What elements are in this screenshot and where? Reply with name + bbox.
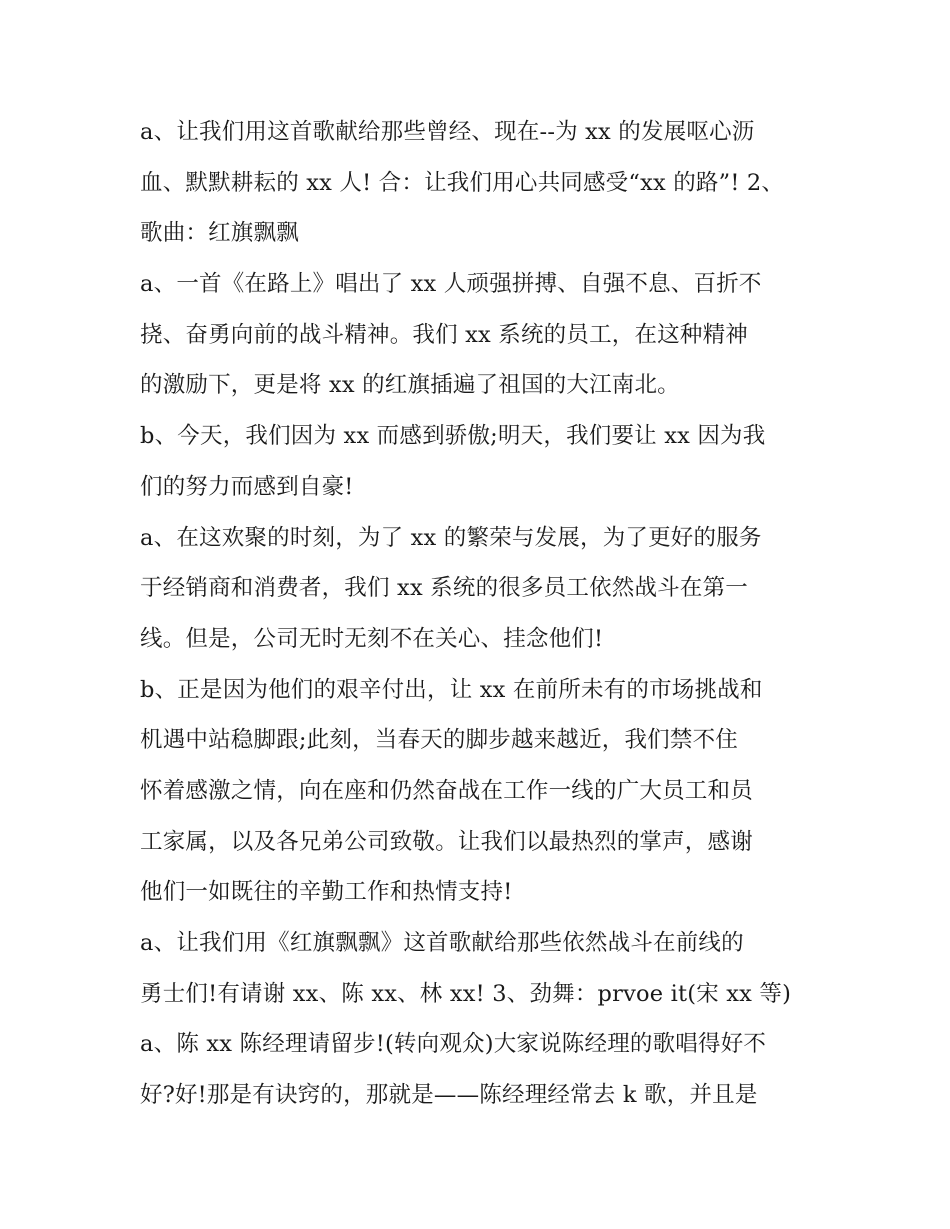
text-line: a、让我们用《红旗飘飘》这首歌献给那些依然战斗在前线的 — [140, 930, 744, 956]
text-line: a、在这欢聚的时刻，为了 xx 的繁荣与发展，为了更好的服务 — [140, 524, 762, 551]
text-line: 歌曲：红旗飘飘 — [140, 220, 299, 247]
text-line: 们的努力而感到自豪! — [140, 473, 354, 500]
text-line: a、让我们用这首歌献给那些曾经、现在--为 xx 的发展呕心沥 — [140, 119, 755, 145]
text-line: 的激励下，更是将 xx 的红旗插遍了祖国的大江南北。 — [140, 372, 680, 399]
text-line: 好?好!那是有诀窍的，那就是——陈经理经常去 k 歌，并且是 — [140, 1082, 758, 1109]
text-line: a、一首《在路上》唱出了 xx 人顽强拼搏、自强不息、百折不 — [140, 271, 762, 298]
text-line: b、正是因为他们的艰辛付出，让 xx 在前所未有的市场挑战和 — [140, 676, 763, 703]
text-line: 他们一如既往的辛勤工作和热情支持! — [140, 879, 513, 906]
text-line: 挠、奋勇向前的战斗精神。我们 xx 系统的员工，在这种精神 — [140, 321, 748, 348]
document-body — [140, 107, 815, 1121]
text-line: 工家属，以及各兄弟公司致敬。让我们以最热烈的掌声，感谢 — [140, 828, 753, 855]
text-line: 怀着感激之情，向在座和仍然奋战在工作一线的广大员工和员 — [140, 777, 753, 804]
text-line: a、陈 xx 陈经理请留步!(转向观众)大家说陈经理的歌唱得好不 — [140, 1031, 767, 1058]
text-line: 血、默默耕耘的 xx 人! 合：让我们用心共同感受“xx 的路”! 2、 — [140, 169, 785, 196]
text-line: 线。但是，公司无时无刻不在关心、挂念他们! — [140, 625, 604, 652]
text-line: 于经销商和消费者，我们 xx 系统的很多员工依然战斗在第一 — [140, 575, 748, 602]
text-line: 勇士们!有请谢 xx、陈 xx、林 xx! 3、劲舞：prvoe it(宋 xx 等) — [140, 980, 792, 1007]
text-line: b、今天，我们因为 xx 而感到骄傲;明天，我们要让 xx 因为我 — [140, 423, 766, 450]
text-line: 机遇中站稳脚跟;此刻，当春天的脚步越来越近，我们禁不住 — [140, 727, 738, 754]
